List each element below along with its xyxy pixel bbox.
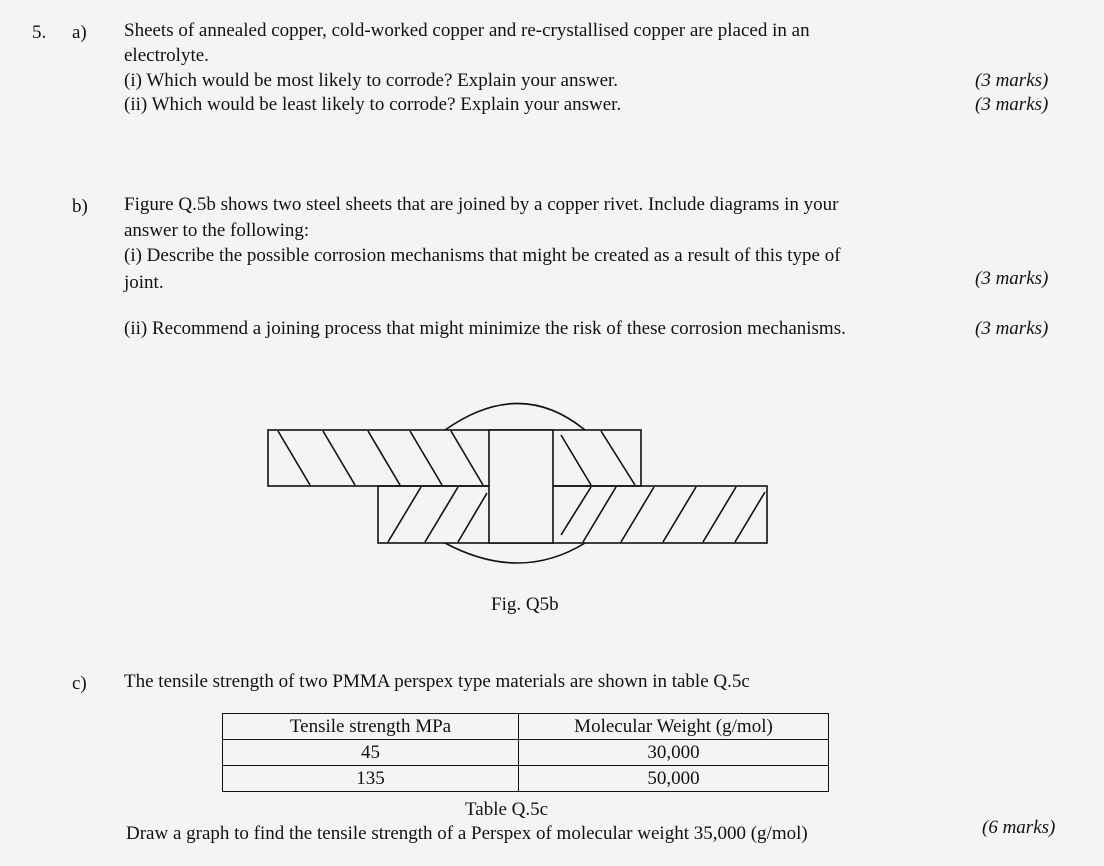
part-c-label: c) — [72, 673, 87, 694]
table-row — [223, 766, 829, 792]
table-header-cell: Tensile strength MPa — [223, 714, 519, 740]
part-b-ii: (ii) Recommend a joining process that might minimize the risk of these corrosion mechanisms. — [124, 318, 846, 339]
table-header-row — [223, 714, 829, 740]
bottom-steel-sheet — [378, 486, 767, 543]
part-c-task-marks: (6 marks) — [982, 817, 1056, 838]
table-row — [223, 740, 829, 766]
part-a-ii: (ii) Which would be least likely to corrode? Explain your answer. — [124, 94, 622, 115]
rivet-shank — [489, 430, 553, 543]
part-a-line2: electrolyte. — [124, 45, 209, 66]
part-b-line2: answer to the following: — [124, 220, 310, 241]
table-caption: Table Q.5c — [465, 799, 549, 820]
table-cell: 50,000 — [519, 766, 829, 792]
table-header-cell: Molecular Weight (g/mol) — [519, 714, 829, 740]
tensile-strength-table — [222, 713, 829, 792]
table-cell: 30,000 — [519, 740, 829, 766]
rivet-bottom-head — [445, 543, 585, 563]
part-a-i: (i) Which would be most likely to corrode? Explain your answer. — [124, 70, 619, 91]
question-number: 5. — [32, 22, 47, 43]
part-a-line1: Sheets of annealed copper, cold-worked copper and re-crystallised copper are placed in an — [124, 20, 810, 41]
part-b-i-line1: (i) Describe the possible corrosion mechanisms that might be created as a result of this type of — [124, 245, 841, 266]
part-c-intro: The tensile strength of two PMMA perspex type materials are shown in table Q.5c — [124, 671, 750, 692]
part-b-label: b) — [72, 196, 88, 217]
part-b-i-marks: (3 marks) — [975, 268, 1049, 289]
part-b-i-line2: joint. — [124, 272, 164, 293]
part-b-line1: Figure Q.5b shows two steel sheets that are joined by a copper rivet. Include diagrams in your — [124, 194, 839, 215]
figure-caption: Fig. Q5b — [491, 594, 559, 615]
part-a-label: a) — [72, 22, 87, 43]
part-a-i-marks: (3 marks) — [975, 70, 1049, 91]
part-a-ii-marks: (3 marks) — [975, 94, 1049, 115]
part-c-task: Draw a graph to find the tensile strength of a Perspex of molecular weight 35,000 (g/mol) — [126, 823, 808, 844]
rivet-joint-figure — [265, 395, 775, 565]
table-cell: 135 — [223, 766, 519, 792]
rivet-top-head — [445, 404, 585, 431]
part-b-ii-marks: (3 marks) — [975, 318, 1049, 339]
table-cell: 45 — [223, 740, 519, 766]
